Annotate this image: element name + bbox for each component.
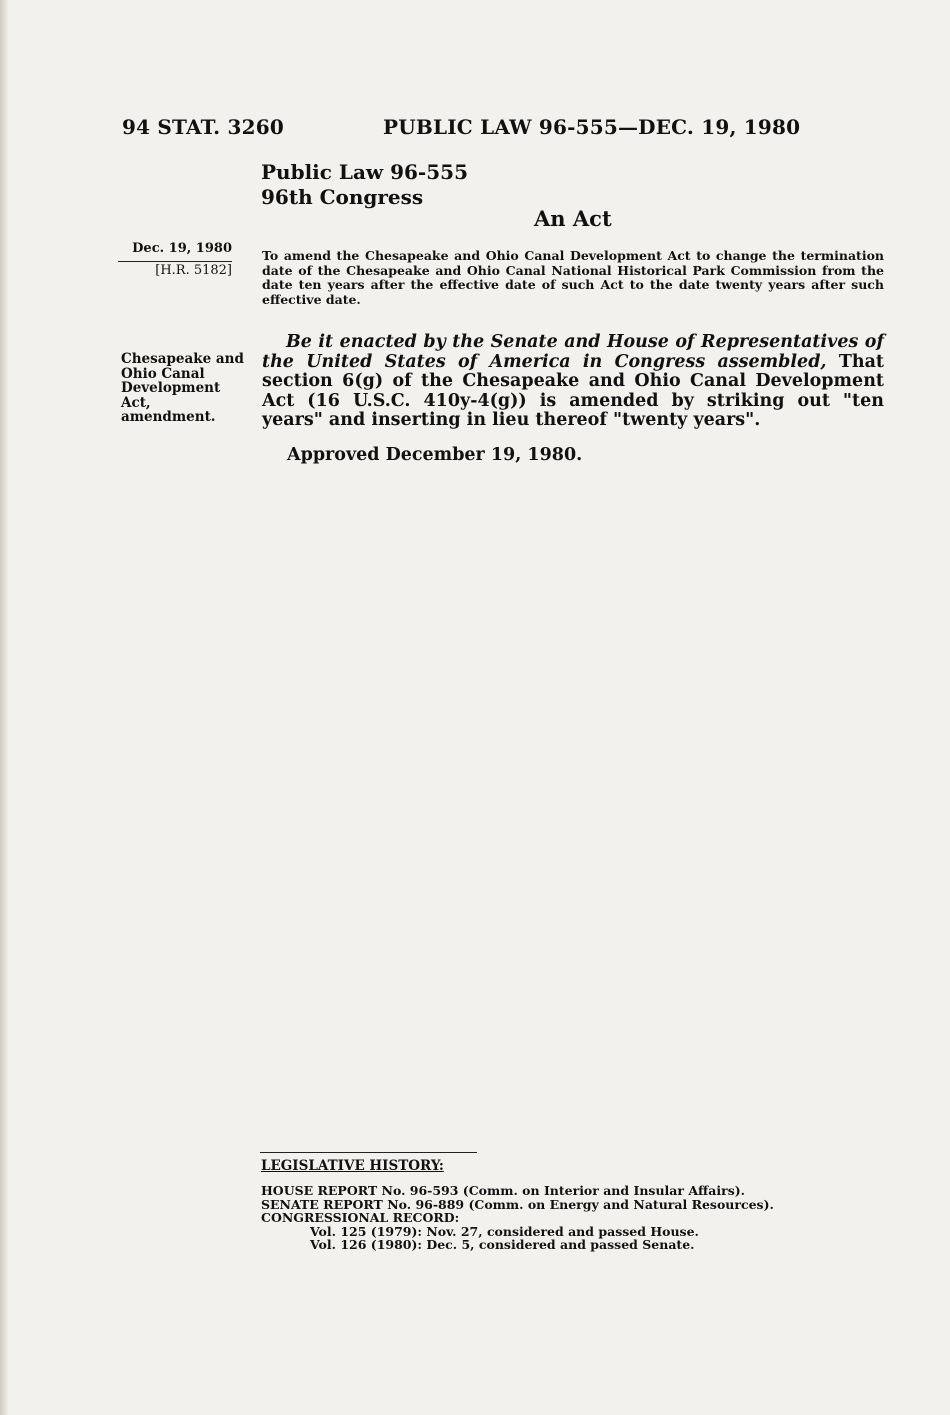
history-line: SENATE REPORT No. 96-889 (Comm. on Energy and Natural Resources). bbox=[261, 1196, 774, 1212]
act-purpose: To amend the Chesapeake and Ohio Canal Development Act to change the termination date of the Chesapeake and Ohio Canal National Historical Park Commission from the date ten years after the effective date of such Act to the date twenty years after such effective date. bbox=[262, 248, 884, 307]
margin-note-line: Ohio Canal bbox=[121, 365, 205, 382]
footnote-divider bbox=[260, 1152, 477, 1153]
history-line: HOUSE REPORT No. 96-593 (Comm. on Interior and Insular Affairs). bbox=[261, 1183, 746, 1198]
margin-note bbox=[121, 352, 246, 425]
enacting-clause bbox=[262, 333, 884, 431]
law-title-block bbox=[261, 160, 468, 210]
history-line: CONGRESSIONAL RECORD: bbox=[261, 1210, 460, 1225]
act-label: An Act bbox=[534, 206, 612, 231]
legislative-history-body bbox=[261, 1184, 901, 1252]
margin-note-line: amendment. bbox=[121, 409, 216, 425]
congress-number: 96th Congress bbox=[261, 185, 424, 209]
margin-date: Dec. 19, 1980 bbox=[132, 241, 232, 256]
margin-note-line: Act, bbox=[121, 394, 151, 411]
record-line: Vol. 125 (1979): Nov. 27, considered and passed House. bbox=[310, 1223, 699, 1239]
running-title: PUBLIC LAW 96-555—DEC. 19, 1980 bbox=[383, 115, 801, 139]
record-line: Vol. 126 (1980): Dec. 5, considered and passed Senate. bbox=[310, 1237, 695, 1252]
approval-date: Approved December 19, 1980. bbox=[287, 445, 583, 465]
margin-bill-number: [H.R. 5182] bbox=[155, 263, 232, 278]
margin-divider bbox=[118, 261, 232, 262]
law-number: Public Law 96-555 bbox=[261, 160, 468, 184]
margin-note-line: Development bbox=[121, 380, 221, 396]
enacting-text: That section 6(g) of the Chesapeake and Ohio Canal Development Act (16 U.S.C. 410y-4(g)) is amended by striking out "ten years" and inserting in lieu thereof "twenty years". bbox=[262, 351, 884, 430]
enacting-formula: Be it enacted by the Senate and House of Representatives of the United States of America in Congress assembled, bbox=[262, 332, 884, 372]
margin-note-line: Chesapeake and bbox=[121, 351, 244, 367]
page-edge bbox=[0, 0, 8, 1415]
statute-page-reference: 94 STAT. 3260 bbox=[122, 115, 284, 139]
legislative-history-heading: LEGISLATIVE HISTORY: bbox=[261, 1158, 444, 1174]
